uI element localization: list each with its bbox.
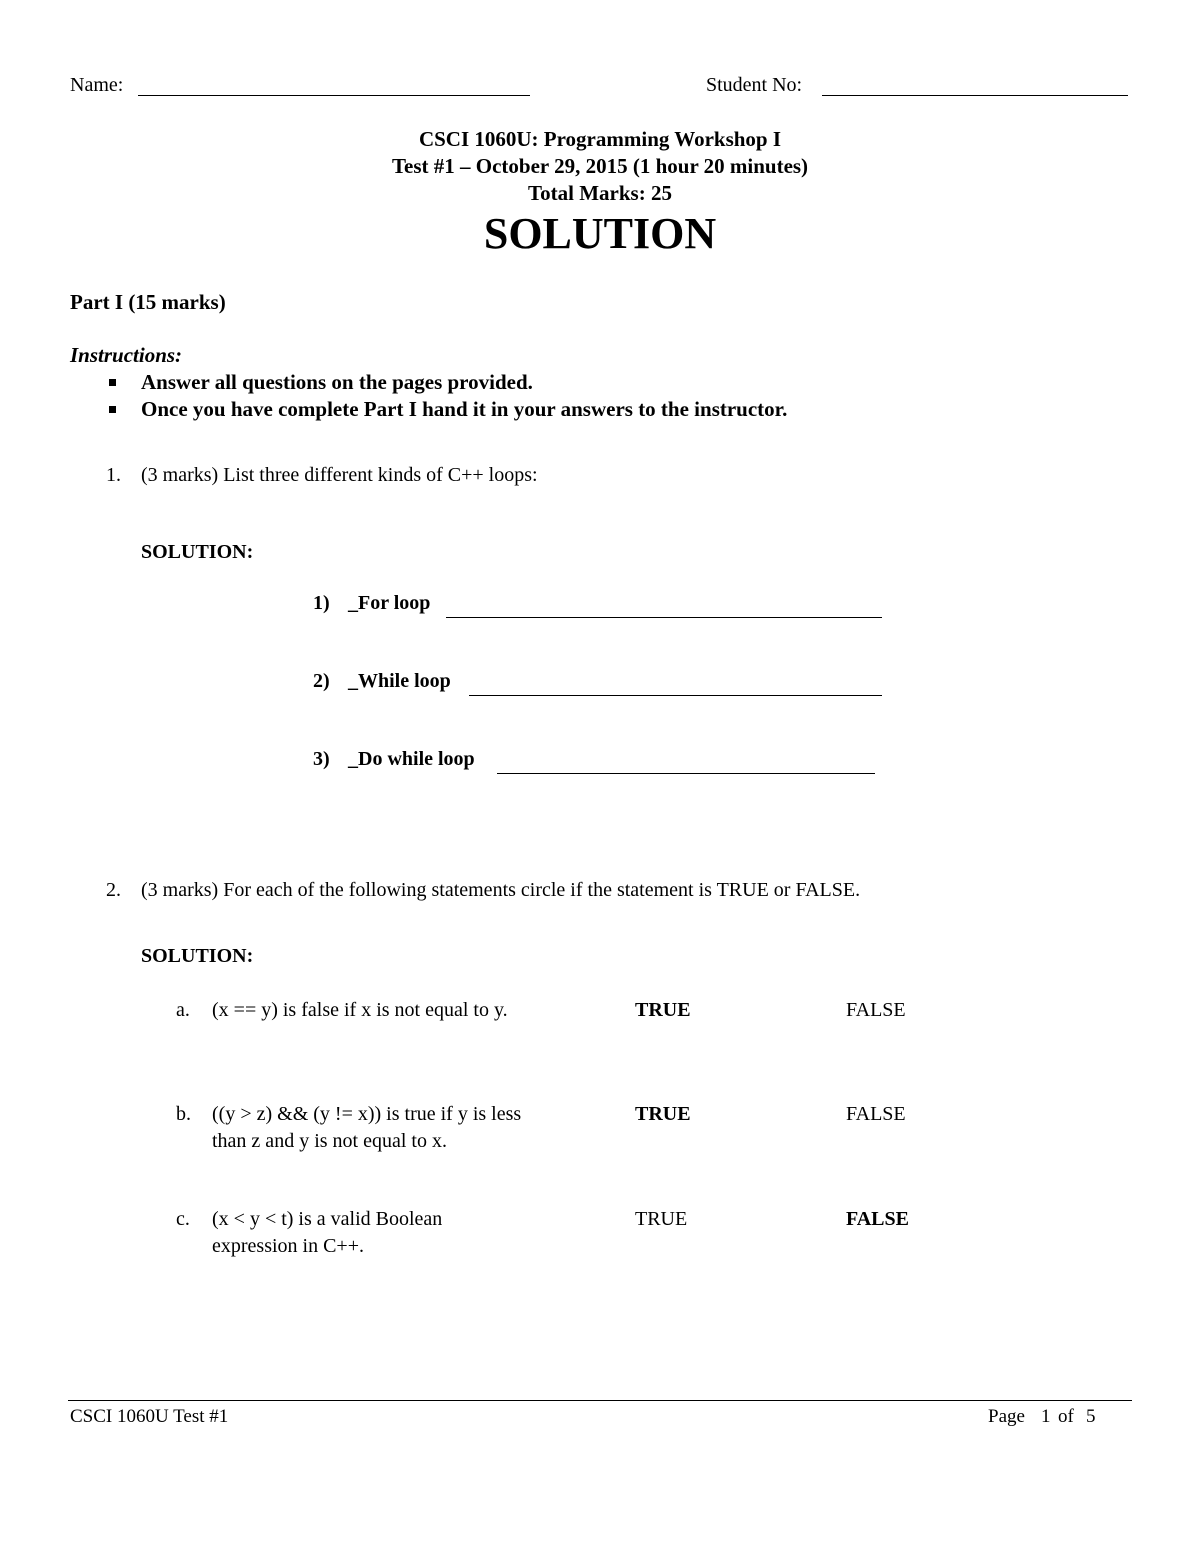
student-no-field[interactable] <box>822 95 1128 96</box>
q1-answer-number: 3) <box>313 748 330 770</box>
part1-heading: Part I (15 marks) <box>70 290 226 314</box>
q1-answer-number: 2) <box>313 670 330 692</box>
q2-item-false[interactable]: FALSE <box>846 999 906 1021</box>
q1-text: (3 marks) List three different kinds of C++ loops: <box>141 464 538 486</box>
footer-course: CSCI 1060U Test #1 <box>70 1406 229 1427</box>
course-title: CSCI 1060U: Programming Workshop I <box>418 127 782 151</box>
q2-item-false[interactable]: FALSE <box>846 1103 906 1125</box>
q1-answer-line <box>446 617 882 618</box>
total-marks: Total Marks: 25 <box>528 181 672 205</box>
student-no-label: Student No: <box>706 74 803 96</box>
q2-item-letter: b. <box>176 1103 191 1125</box>
test-title: Test #1 – October 29, 2015 (1 hour 20 minutes) <box>391 154 809 178</box>
q1-answer-number: 1) <box>313 592 330 614</box>
q1-answer-line <box>497 773 875 774</box>
q2-item-statement-cont: expression in C++. <box>212 1235 364 1257</box>
q1-answer-text: _Do while loop <box>348 748 475 770</box>
q1-number: 1. <box>106 464 121 486</box>
instruction-item: Answer all questions on the pages provided. <box>141 370 533 394</box>
bullet-icon <box>109 406 116 413</box>
q2-item-true[interactable]: TRUE <box>635 1103 691 1125</box>
name-label: Name: <box>70 74 124 96</box>
q2-item-true[interactable]: TRUE <box>635 1208 688 1230</box>
q2-item-statement-cont: than z and y is not equal to x. <box>212 1130 447 1152</box>
name-field[interactable] <box>138 95 530 96</box>
footer-page-total: 5 <box>1086 1406 1096 1427</box>
instruction-item: Once you have complete Part I hand it in your answers to the instructor. <box>141 397 788 421</box>
q1-answer-text: _For loop <box>348 592 431 614</box>
q2-item-letter: c. <box>176 1208 190 1230</box>
q2-item-statement: (x < y < t) is a valid Boolean <box>212 1208 443 1230</box>
q2-item-true[interactable]: TRUE <box>635 999 691 1021</box>
footer-page-number: 1 <box>1041 1406 1051 1427</box>
q1-answer-text: _While loop <box>348 670 451 692</box>
q1-answer-line <box>469 695 882 696</box>
solution-title: SOLUTION <box>483 209 717 258</box>
footer-divider <box>68 1400 1132 1401</box>
bullet-icon <box>109 379 116 386</box>
footer-page-word: Page <box>988 1406 1025 1427</box>
footer-of-word: of <box>1058 1406 1074 1427</box>
q2-text: (3 marks) For each of the following statements circle if the statement is TRUE or FALSE. <box>141 879 861 901</box>
q2-item-statement: (x == y) is false if x is not equal to y. <box>212 999 508 1021</box>
q2-solution-label: SOLUTION: <box>141 945 254 967</box>
q2-item-statement: ((y > z) && (y != x)) is true if y is less <box>212 1103 522 1125</box>
q2-item-false[interactable]: FALSE <box>846 1208 909 1230</box>
q2-item-letter: a. <box>176 999 190 1021</box>
q1-solution-label: SOLUTION: <box>141 541 254 563</box>
q2-number: 2. <box>106 879 121 901</box>
instructions-label: Instructions: <box>70 343 183 367</box>
